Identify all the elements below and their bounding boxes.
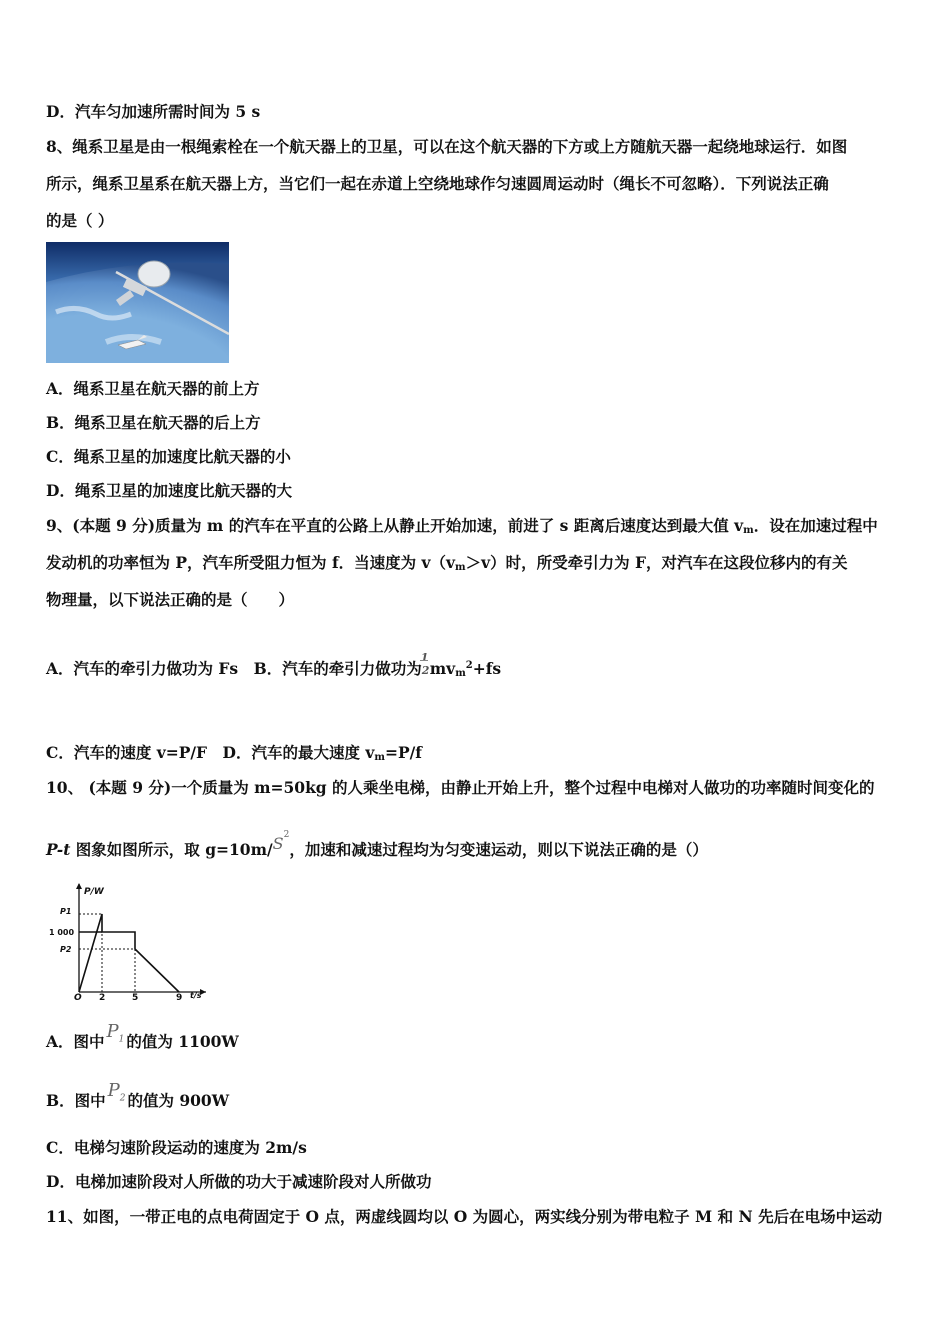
q9-line2-text2: ＞v）时，所受牵引力为 F，对汽车在这段位移内的有关 — [465, 553, 848, 572]
fraction-denominator: 2 — [421, 664, 430, 677]
q10-s: S — [272, 834, 284, 853]
x-tick-o: O — [74, 993, 82, 1000]
y-tick-p1: P1 — [60, 907, 72, 916]
p1-symbol: P — [106, 1021, 119, 1042]
q10-pt: P-t — [46, 840, 71, 859]
q9-options-cd-sub: m — [374, 752, 385, 763]
y-axis-label: P/W — [84, 887, 104, 897]
q10-option-b-p2 — [107, 1080, 126, 1104]
q9-line2-text: 发动机的功率恒为 P，汽车所受阻力恒为 f．当速度为 v（v — [46, 553, 456, 572]
q9-options-cd — [46, 743, 422, 768]
q10-option-a-p1 — [106, 1021, 125, 1045]
q10-line2-text2: ，加速和减速过程均为匀变速运动，则以下说法正确的是（） — [289, 840, 708, 859]
q9-line3: 物理量，以下说法正确的是（ ） — [46, 590, 295, 609]
q10-option-d: D．电梯加速阶段对人所做的功大于减速阶段对人所做功 — [46, 1172, 432, 1191]
q10-line2-text: 图象如图所示，取 g=10m/ — [70, 840, 273, 859]
q9-mv: mv — [429, 659, 456, 678]
p2-sub: 2 — [119, 1093, 126, 1104]
q8-option-d: D．绳系卫星的加速度比航天器的大 — [46, 481, 292, 500]
y-tick-1000: 1 000 — [49, 928, 75, 937]
q9-line1 — [46, 516, 878, 541]
q8-option-a: A．绳系卫星在航天器的前上方 — [46, 379, 260, 398]
q9-line1-text: 9、(本题 9 分)质量为 m 的汽车在平直的公路上从静止开始加速，前进了 s 距离后速度达到最大值 v — [46, 516, 744, 535]
p2-symbol: P — [107, 1080, 120, 1101]
option-d-q7: D．汽车匀加速所需时间为 5 s — [46, 102, 261, 121]
q9-line2 — [46, 553, 848, 578]
fraction-numerator: 1 — [420, 651, 429, 664]
q10-line1: 10、 (本题 9 分)一个质量为 m=50kg 的人乘坐电梯，由静止开始上升，整个过程中电梯对人做功的功率随时间变化的 — [46, 778, 875, 797]
x-tick-2: 2 — [99, 993, 106, 1000]
q8-line3: 的是（ ） — [46, 211, 114, 230]
q9-line1-sub: m — [743, 525, 754, 536]
q10-option-b-text: B．图中 — [46, 1091, 106, 1110]
q9-options-cd-text: C．汽车的速度 v=P/F D．汽车的最大速度 v — [46, 743, 375, 762]
x-tick-9: 9 — [176, 993, 183, 1000]
q9-line2-sub: m — [455, 562, 466, 573]
q8-line1: 8、绳系卫星是由一根绳索栓在一个航天器上的卫星，可以在这个航天器的下方或上方随航天器一起绕地球运行．如图 — [46, 137, 848, 156]
q11-line1: 11、如图，一带正电的点电荷固定于 O 点，两虚线圆均以 O 为圆心，两实线分别为带电粒子 M 和 N 先后在电场中运动 — [46, 1207, 883, 1226]
y-tick-p2: P2 — [60, 945, 72, 954]
q8-option-c: C．绳系卫星的加速度比航天器的小 — [46, 447, 291, 466]
q10-option-b — [46, 1080, 230, 1119]
q10-option-a-text2: 的值为 1100W — [126, 1032, 239, 1051]
q9-options-ab — [46, 651, 502, 684]
x-axis-label: t/s — [190, 991, 202, 1000]
q9-line1-text2: ．设在加速过程中 — [753, 516, 878, 535]
q9-mv-sup: 2 — [465, 660, 473, 671]
q8-option-b: B．绳系卫星在航天器的后上方 — [46, 413, 261, 432]
q10-line2 — [46, 830, 708, 863]
q10-option-a — [46, 1021, 239, 1060]
q8-line2: 所示，绳系卫星系在航天器上方，当它们一起在赤道上空绕地球作匀速圆周运动时（绳长不可忽略）．下列说法正确 — [46, 174, 829, 193]
q9-plus-fs: +fs — [472, 659, 502, 678]
q10-option-b-text2: 的值为 900W — [127, 1091, 230, 1110]
q10-option-a-text: A．图中 — [46, 1032, 105, 1051]
tethered-satellite-image — [46, 242, 229, 363]
q10-s-sup: 2 — [283, 830, 290, 840]
p1-sub: 1 — [118, 1034, 125, 1045]
p-t-graph — [46, 882, 216, 1000]
q9-options-cd-text2: =P/f — [385, 743, 422, 762]
q9-mv-sub: m — [455, 668, 466, 679]
q10-option-c: C．电梯匀速阶段运动的速度为 2m/s — [46, 1138, 307, 1157]
q9-options-ab-text: A．汽车的牵引力做功为 Fs B．汽车的牵引力做功为 — [46, 659, 422, 678]
x-tick-5: 5 — [132, 993, 139, 1000]
